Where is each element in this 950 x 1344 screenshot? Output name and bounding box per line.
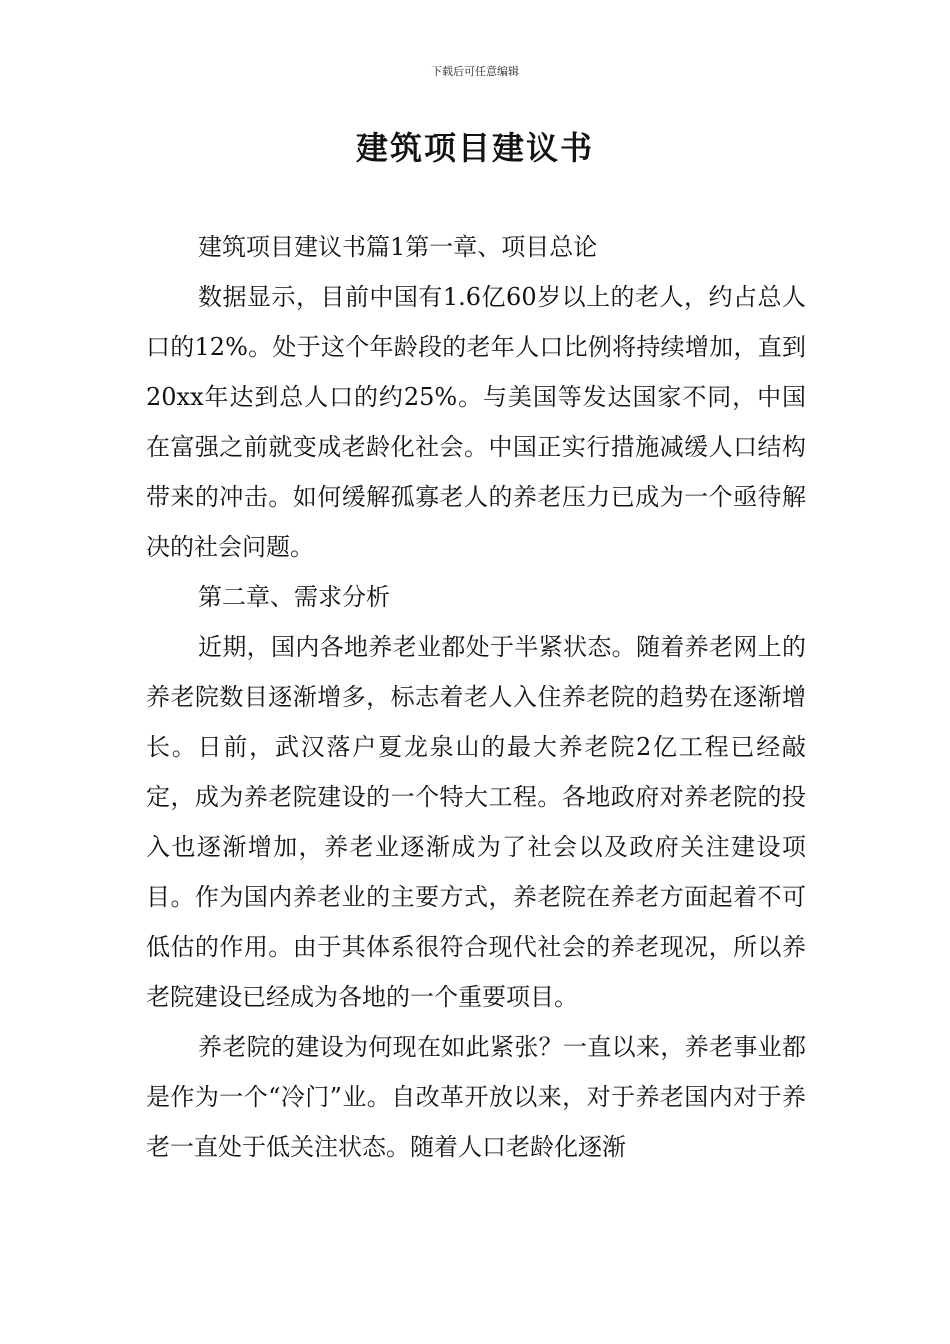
paragraph-chapter-1-heading: 建筑项目建议书篇1第一章、项目总论 — [198, 233, 598, 261]
document-title: 建筑项目建议书 — [355, 129, 594, 167]
paragraph-demand-analysis: 近期，国内各地养老业都处于半紧状态。随着养老网上的养老院数目逐渐增多，标志着老人入住养老院的趋势在逐渐增长。日前，武汉落户夏龙泉山的最大养老院2亿工程已经敲定，成为养老院建设的一个特大工程。各地政府对养老院的投入也逐渐增加，养老业逐渐成为了社会以及政府关注建设项目。作为国内养老业的主要方式，养老院在养老方面起着不可低估的作用。由于其体系很符合现代社会的养老现况，所以养老院建设已经成为各地的一个重要项目。 — [146, 633, 806, 1011]
header-note: 下载后可任意编辑 — [431, 65, 519, 78]
document-body — [146, 222, 806, 1172]
paragraph-population-data: 数据显示，目前中国有1.6亿60岁以上的老人，约占总人口的12%。处于这个年龄段的老年人口比例将持续增加，直到20xx年达到总人口的约25%。与美国等发达国家不同，中国在富强之前就变成老龄化社会。中国正实行措施减缓人口结构带来的冲击。如何缓解孤寡老人的养老压力已成为一个亟待解决的社会问题。 — [146, 283, 806, 561]
paragraph-chapter-2-heading: 第二章、需求分析 — [198, 583, 390, 611]
paragraph-construction-urgency: 养老院的建设为何现在如此紧张？一直以来，养老事业都是作为一个“冷门”业。自改革开放以来，对于养老国内对于养老一直处于低关注状态。随着人口老龄化逐渐 — [146, 1033, 806, 1161]
